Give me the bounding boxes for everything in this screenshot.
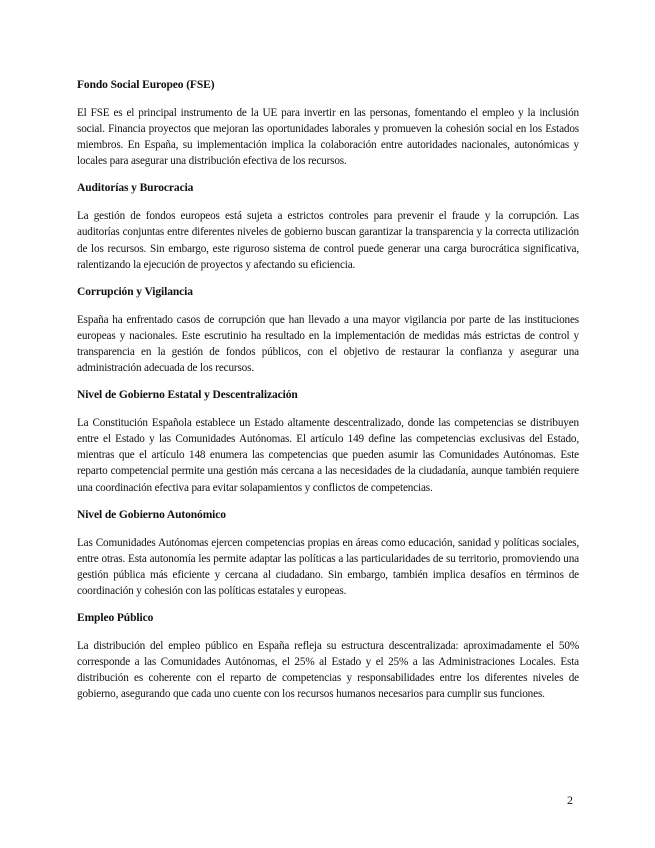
- section-heading: Corrupción y Vigilancia: [77, 285, 193, 298]
- section-gobierno-estatal: [77, 388, 579, 495]
- page-number: 2: [567, 793, 573, 807]
- document-page: [77, 78, 579, 714]
- section-gobierno-autonomico: [77, 508, 579, 599]
- section-heading: Empleo Público: [77, 611, 154, 624]
- section-heading: Fondo Social Europeo (FSE): [77, 79, 215, 91]
- section-fse: [77, 78, 579, 169]
- section-paragraph: El FSE es el principal instrumento de la UE para invertir en las personas, fomentando el empleo y la inclusión social. Financia proyectos que mejoran las oportunidades laborales y promueven la cohesión social en los Estados miembros. En España, su implementación implica la colaboración entre autoridades nacionales, autonómicas y locales para asegurar una distribución efectiva de los recursos.: [77, 107, 579, 168]
- section-auditorias: [77, 181, 579, 272]
- section-paragraph: Las Comunidades Autónomas ejercen competencias propias en áreas como educación, sanidad y políticas sociales, entre otras. Esta autonomía les permite adaptar las políticas a las particularidades de su territorio, promoviendo una gestión pública más eficiente y cercana al ciudadano. Sin embargo, también implica desafíos en términos de coordinación y cohesión con las políticas estatales y europeas.: [77, 536, 579, 597]
- section-paragraph: La distribución del empleo público en España refleja su estructura descentralizada: aproximadamente el 50% corresponde a las Comunidades Autónomas, el 25% al Estado y el 25% a las Administraciones Locales. Esta distribución es coherente con el reparto de competencias y responsabilidades entre los diferentes niveles de gobierno, asegurando que cada uno cuente con los recursos humanos necesarios para cumplir sus funciones.: [77, 639, 579, 701]
- section-paragraph: La Constitución Española establece un Estado altamente descentralizado, donde las competencias se distribuyen entre el Estado y las Comunidades Autónomas. El artículo 149 define las competencias exclusivas del Estado, mientras que el artículo 148 enumera las competencias que pueden asumir las Comunidades Autónomas. Este reparto competencial permite una gestión más cercana a las necesidades de la ciudadanía, aunque también requiere una coordinación efectiva para evitar solapamientos y conflictos de competencias.: [77, 417, 579, 494]
- section-paragraph: La gestión de fondos europeos está sujeta a estrictos controles para prevenir el fraude y la corrupción. Las auditorías conjuntas entre diferentes niveles de gobierno buscan garantizar la transparencia y la correcta utilización de los recursos. Sin embargo, este riguroso sistema de control puede generar una carga burocrática significativa, ralentizando la ejecución de proyectos y afectando su eficiencia.: [77, 210, 579, 271]
- section-paragraph: España ha enfrentado casos de corrupción que han llevado a una mayor vigilancia por parte de las instituciones europeas y nacionales. Este escrutinio ha resultado en la implementación de medidas más estrictas de control y transparencia en la gestión de fondos públicos, con el objetivo de restaurar la confianza y asegurar una administración adecuada de los recursos.: [77, 313, 579, 375]
- section-corrupcion: [77, 285, 579, 376]
- section-heading: Auditorías y Burocracia: [77, 182, 194, 195]
- section-heading: Nivel de Gobierno Autonómico: [77, 508, 226, 521]
- section-empleo-publico: [77, 611, 579, 702]
- section-heading: Nivel de Gobierno Estatal y Descentralización: [77, 389, 298, 402]
